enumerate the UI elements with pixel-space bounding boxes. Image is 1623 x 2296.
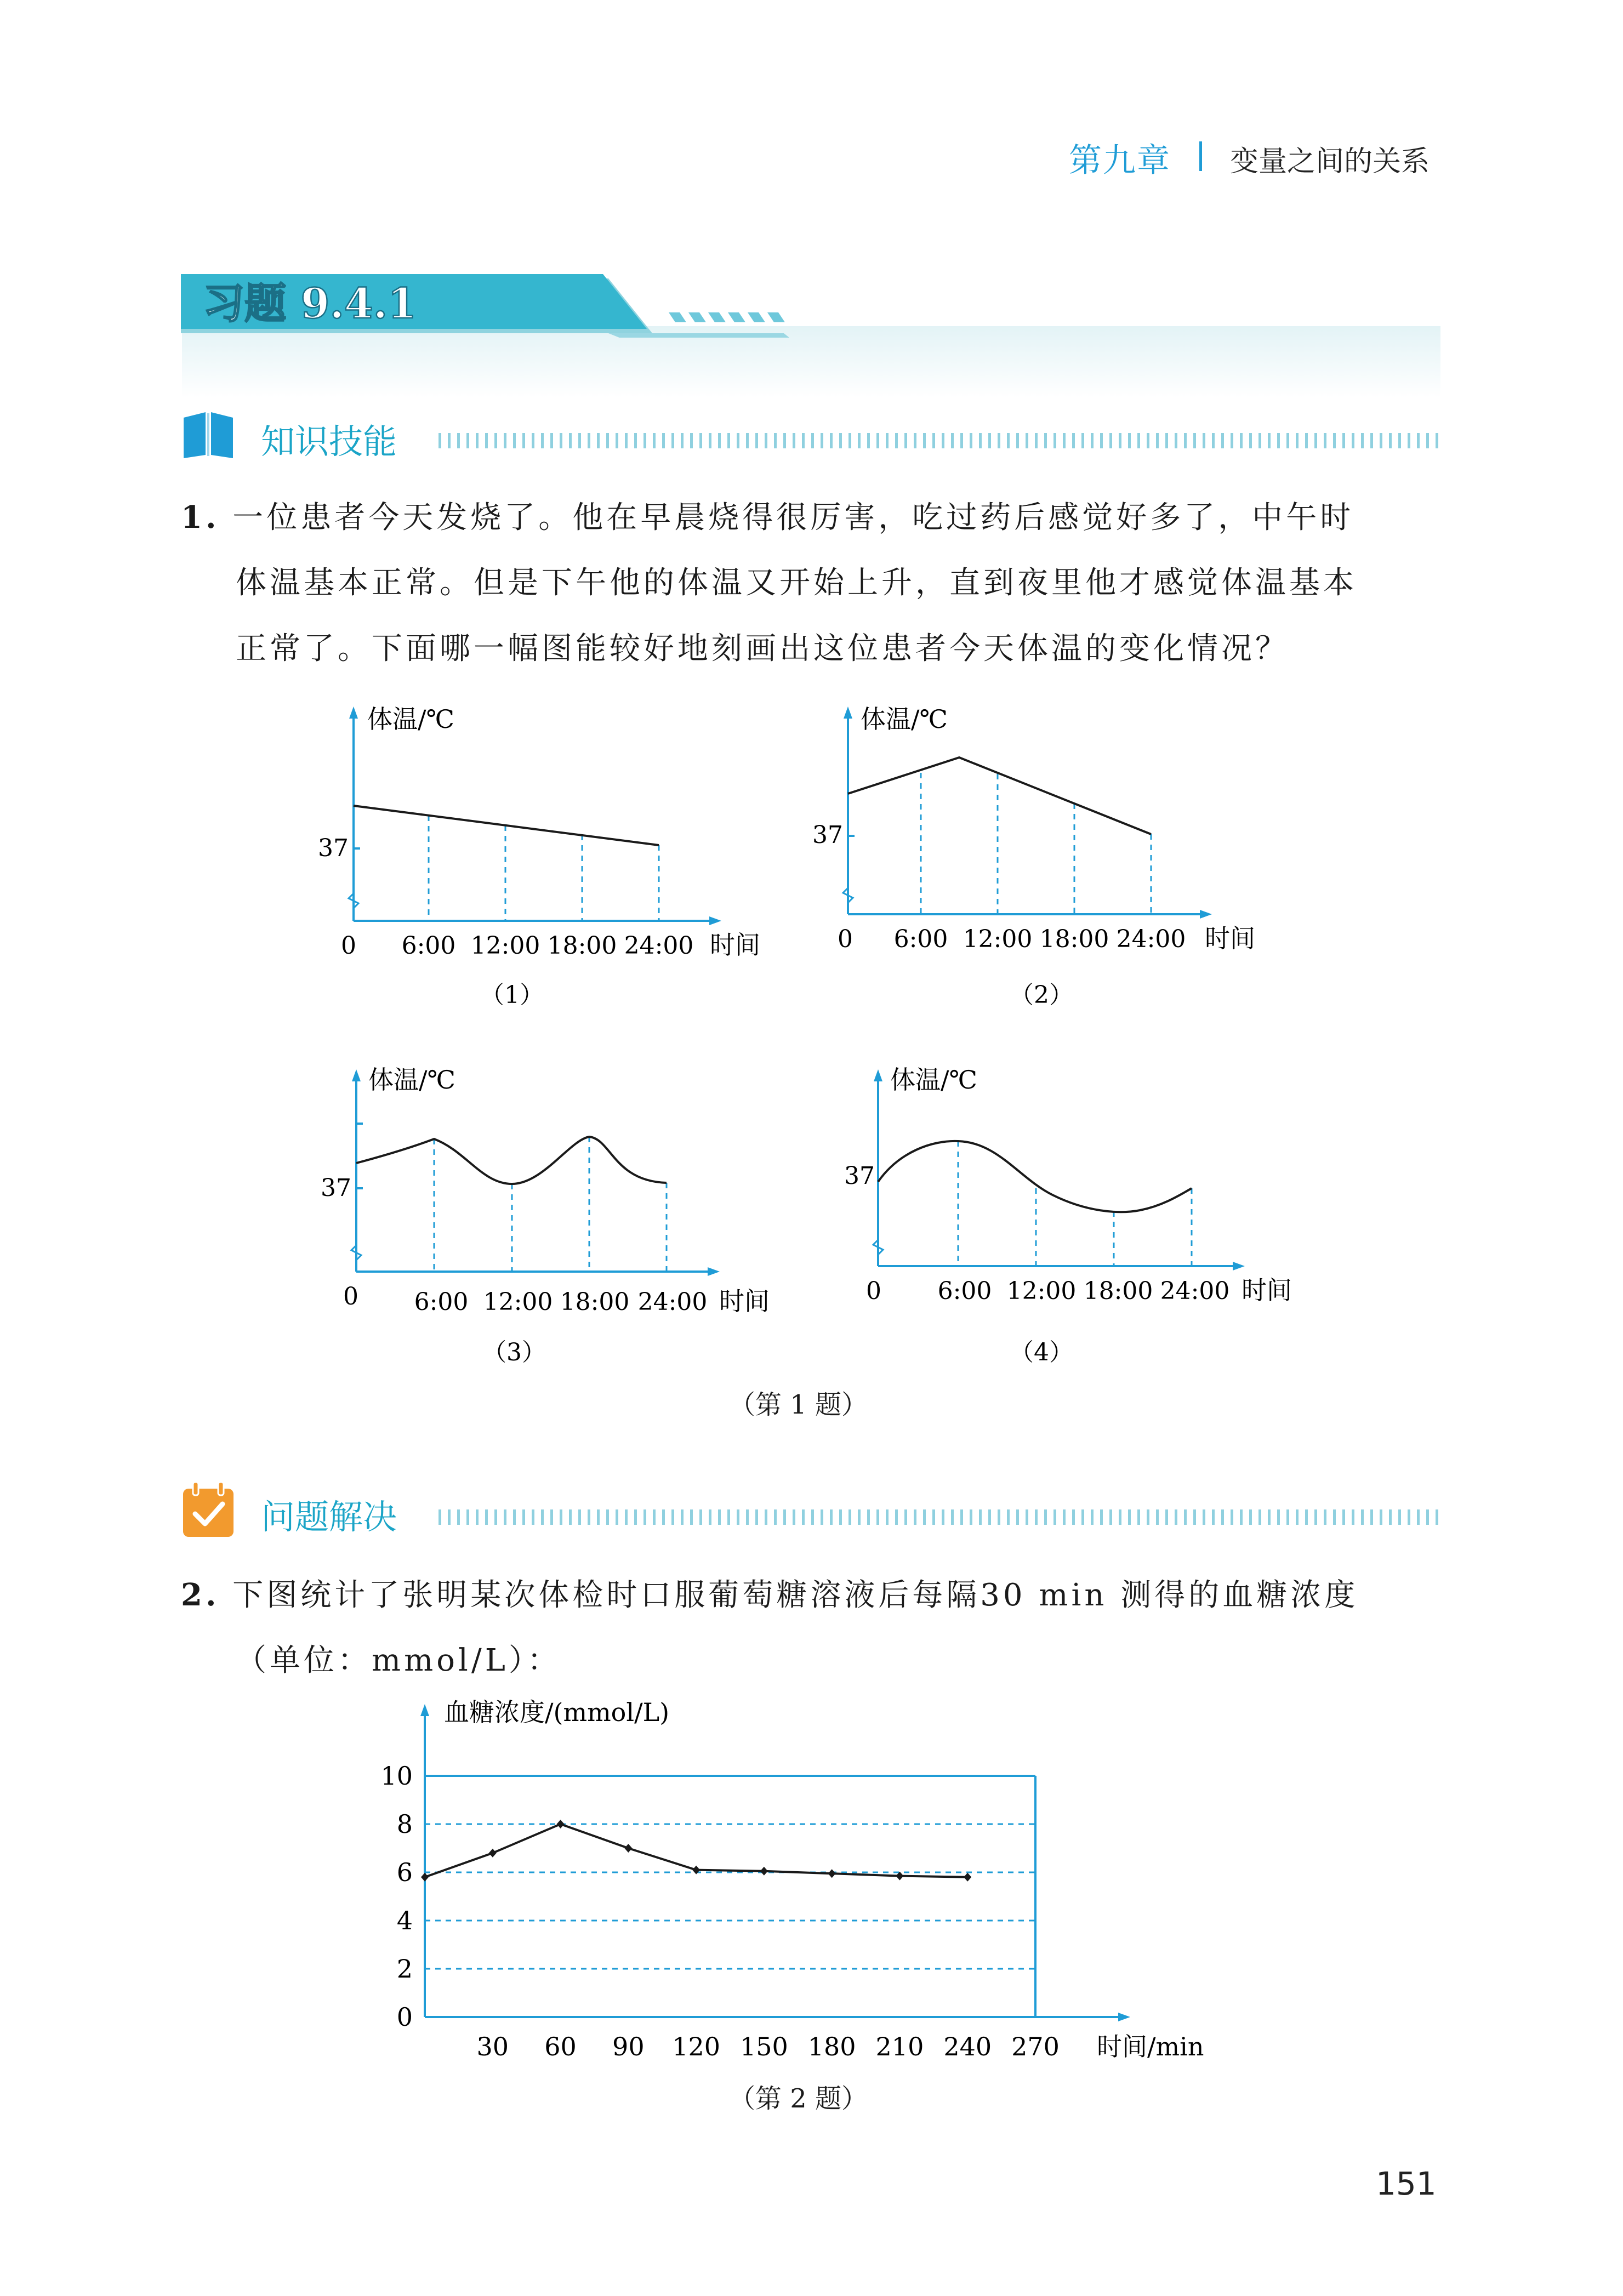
x-tick-label: 6:00 <box>937 1277 992 1305</box>
temp-graph-2 <box>806 696 1299 1014</box>
x-tick-label: 18:00 <box>547 932 617 960</box>
question-1-caption: （第 1 题） <box>729 1389 868 1420</box>
dotted-divider <box>439 433 1442 448</box>
temp-graph-3 <box>307 1047 800 1376</box>
question-2-line-1: 下图统计了张明某次体检时口服葡萄糖溶液后每隔30 min 测得的血糖浓度 <box>232 1577 1359 1613</box>
question-1-line-3: 正常了。下面哪一幅图能较好地刻画出这位患者今天体温的变化情况？ <box>236 631 1289 666</box>
x-axis-title: 时间/min <box>1097 2032 1204 2061</box>
temp-graph-1 <box>307 696 800 1014</box>
x-tick-label: 18:00 <box>1083 1277 1153 1305</box>
question-1 <box>181 485 1442 551</box>
y-tick-label: 10 <box>380 1761 413 1791</box>
origin-label: 0 <box>343 1283 358 1311</box>
chapter-title: 变量之间的关系 <box>1230 145 1430 178</box>
origin-label: 0 <box>866 1277 881 1305</box>
data-point <box>489 1849 497 1858</box>
graph-label-4: （4） <box>1010 1338 1073 1366</box>
y-tick-label: 8 <box>396 1809 413 1839</box>
origin-label: 0 <box>838 925 853 953</box>
x-tick-label: 210 <box>875 2032 924 2061</box>
dotted-divider <box>439 1509 1442 1525</box>
data-point <box>964 1873 971 1882</box>
y-axis-label: 体温/℃ <box>861 704 948 734</box>
question-1-line-2: 体温基本正常。但是下午他的体温又开始上升，直到夜里他才感觉体温基本 <box>236 565 1357 601</box>
question-1-number: 1. <box>181 499 220 535</box>
header-separator <box>1199 141 1202 171</box>
y-mark-37: 37 <box>844 1162 875 1190</box>
origin-label: 0 <box>341 932 356 960</box>
x-tick-label: 240 <box>943 2032 992 2061</box>
x-axis-label: 时间 <box>719 1286 770 1316</box>
x-tick-label: 90 <box>612 2032 645 2061</box>
graph-label-1: （1） <box>480 981 544 1009</box>
x-axis-label: 时间 <box>710 930 760 960</box>
x-tick-label: 12:00 <box>1006 1277 1077 1305</box>
x-tick-label: 30 <box>476 2032 509 2061</box>
data-point <box>421 1873 429 1882</box>
y-mark-37: 37 <box>318 834 349 862</box>
x-tick-label: 18:00 <box>1039 925 1109 953</box>
chapter-label: 第九章 <box>1069 141 1171 180</box>
x-tick-label: 12:00 <box>483 1288 553 1316</box>
x-tick-label: 24:00 <box>1160 1277 1230 1305</box>
x-tick-label: 150 <box>739 2032 788 2061</box>
data-point <box>828 1869 836 1878</box>
x-tick-label: 180 <box>807 2032 856 2061</box>
y-tick-label: 2 <box>396 1954 413 1984</box>
exercise-title: 习题 9.4.1 <box>203 279 417 328</box>
x-axis-label: 时间 <box>1242 1275 1292 1305</box>
y-axis-title: 血糖浓度/(mmol/L) <box>444 1697 670 1727</box>
y-axis-label: 体温/℃ <box>367 704 454 734</box>
data-point <box>557 1820 565 1828</box>
x-tick-label: 6:00 <box>401 932 456 960</box>
data-point <box>760 1867 768 1876</box>
y-mark-37: 37 <box>321 1174 351 1202</box>
page-number: 151 <box>1376 2165 1437 2202</box>
x-tick-label: 24:00 <box>637 1288 708 1316</box>
x-axis-label: 时间 <box>1205 924 1255 953</box>
calendar-check-icon <box>181 1480 236 1539</box>
x-tick-label: 12:00 <box>963 925 1033 953</box>
temp-graph-4 <box>833 1047 1326 1376</box>
graph-label-3: （3） <box>482 1338 546 1366</box>
x-tick-label: 60 <box>544 2032 577 2061</box>
question-2-number: 2. <box>181 1577 220 1613</box>
question-1-line-1: 一位患者今天发烧了。他在早晨烧得很厉害，吃过药后感觉好多了，中午时 <box>232 500 1354 535</box>
question-2 <box>181 1562 1442 1628</box>
question-2-line-2: （单位：mmol/L）： <box>236 1643 561 1678</box>
blood-sugar-chart <box>356 1688 1288 2072</box>
x-tick-label: 24:00 <box>624 932 694 960</box>
y-tick-label: 4 <box>396 1906 413 1935</box>
y-tick-label: 6 <box>396 1858 413 1887</box>
graph-label-2: （2） <box>1010 981 1073 1009</box>
section-heading-knowledge: 知识技能 <box>261 421 397 462</box>
book-icon <box>181 407 236 462</box>
question-2-caption: （第 2 题） <box>729 2083 868 2114</box>
y-mark-37: 37 <box>812 821 843 849</box>
x-tick-label: 24:00 <box>1116 925 1186 953</box>
x-tick-label: 120 <box>672 2032 721 2061</box>
section-heading-problem: 问题解决 <box>261 1497 397 1537</box>
x-tick-label: 18:00 <box>560 1288 630 1316</box>
x-tick-label: 270 <box>1011 2032 1060 2061</box>
exercise-banner <box>181 274 806 345</box>
data-point <box>624 1844 632 1853</box>
x-tick-label: 6:00 <box>893 925 948 953</box>
y-tick-label: 0 <box>396 2002 413 2032</box>
y-axis-label: 体温/℃ <box>368 1065 455 1095</box>
x-tick-label: 12:00 <box>470 932 540 960</box>
y-axis-label: 体温/℃ <box>890 1065 977 1095</box>
x-tick-label: 6:00 <box>414 1288 469 1316</box>
